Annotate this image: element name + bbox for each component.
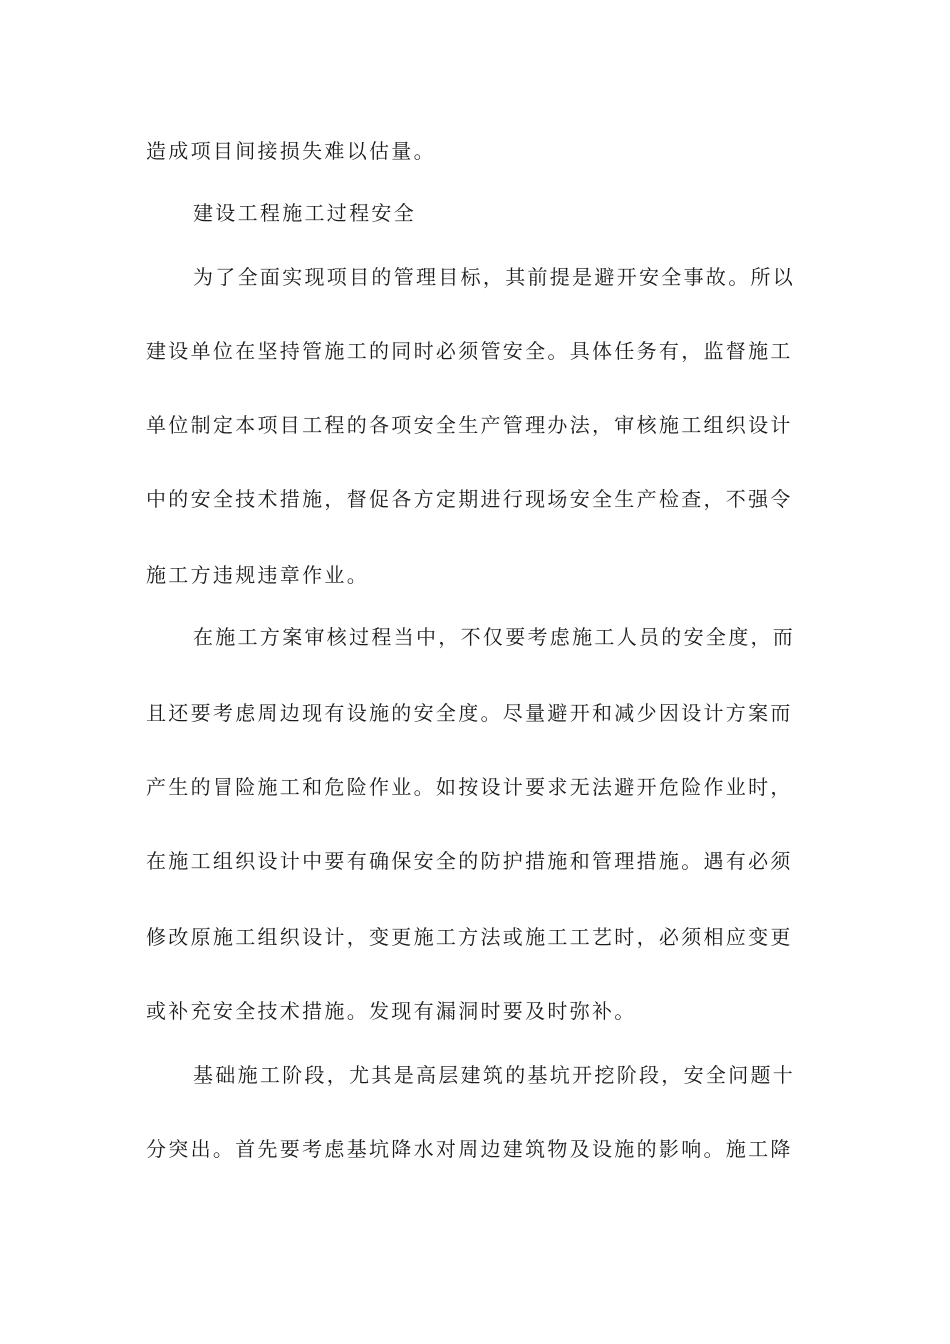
text-line: 建设单位在坚持管施工的同时必须管安全。具体任务有，监督施工 — [146, 339, 793, 363]
text-line: 造成项目间接损失难以估量。 — [146, 139, 436, 163]
text-line: 产生的冒险施工和危险作业。如按设计要求无法避开危险作业时， — [146, 775, 793, 799]
text-line: 在施工方案审核过程当中，不仅要考虑施工人员的安全度，而 — [193, 625, 796, 649]
text-line: 基础施工阶段，尤其是高层建筑的基坑开挖阶段，安全问题十 — [193, 1063, 796, 1087]
text-line: 为了全面实现项目的管理目标，其前提是避开安全事故。所以 — [193, 265, 796, 289]
text-line: 在施工组织设计中要有确保安全的防护措施和管理措施。遇有必须 — [146, 849, 793, 873]
text-line: 中的安全技术措施，督促各方定期进行现场安全生产检查，不强令 — [146, 487, 793, 511]
text-line: 修改原施工组织设计，变更施工方法或施工工艺时，必须相应变更 — [146, 925, 793, 949]
section-heading: 建设工程施工过程安全 — [193, 201, 416, 225]
text-line: 且还要考虑周边现有设施的安全度。尽量避开和减少因设计方案而 — [146, 701, 793, 725]
text-line: 单位制定本项目工程的各项安全生产管理办法，审核施工组织设计 — [146, 413, 793, 437]
text-line: 或补充安全技术措施。发现有漏洞时要及时弥补。 — [146, 999, 637, 1023]
text-line: 分突出。首先要考虑基坑降水对周边建筑物及设施的影响。施工降 — [146, 1137, 793, 1161]
text-line: 施工方违规违章作业。 — [146, 563, 369, 587]
